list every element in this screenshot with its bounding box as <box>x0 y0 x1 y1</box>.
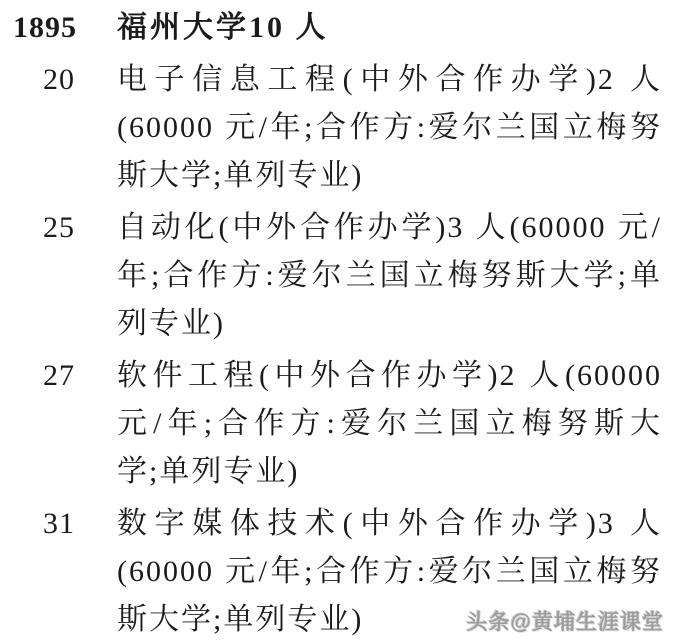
program-line: 列专业) <box>117 307 225 340</box>
program-line: (60000 元/年;合作方:爱尔兰国立梅努 <box>117 555 662 588</box>
program-code: 27 <box>43 359 75 392</box>
program-line: 数字媒体技术(中外合作办学)3 人 <box>117 507 662 540</box>
program-entry <box>0 56 682 200</box>
program-line: 学;单列专业) <box>117 455 300 488</box>
program-line: 元/年;合作方:爱尔兰国立梅努斯大 <box>117 407 662 440</box>
university-code: 1895 <box>13 11 77 44</box>
program-line: 年;合作方:爱尔兰国立梅努斯大学;单 <box>117 259 662 292</box>
program-code: 20 <box>43 63 75 96</box>
program-entry <box>0 352 682 496</box>
program-line: (60000 元/年;合作方:爱尔兰国立梅努 <box>117 111 662 144</box>
program-line: 电子信息工程(中外合作办学)2 人 <box>117 63 662 96</box>
program-description <box>117 352 662 496</box>
program-entry <box>0 204 682 348</box>
program-description <box>117 56 662 200</box>
university-title: 福州大学10 人 <box>117 11 329 44</box>
program-line: 软件工程(中外合作办学)2 人(60000 <box>117 359 662 392</box>
program-code: 25 <box>43 211 75 244</box>
program-description <box>117 204 662 348</box>
program-line: 自动化(中外合作办学)3 人(60000 元/ <box>117 211 662 244</box>
toutiao-watermark: 头条@黄埔生涯课堂 <box>466 611 664 634</box>
program-line: 斯大学;单列专业) <box>117 159 364 192</box>
university-header-row <box>0 4 682 52</box>
program-line: 斯大学;单列专业) <box>117 603 364 636</box>
program-code: 31 <box>43 507 75 540</box>
